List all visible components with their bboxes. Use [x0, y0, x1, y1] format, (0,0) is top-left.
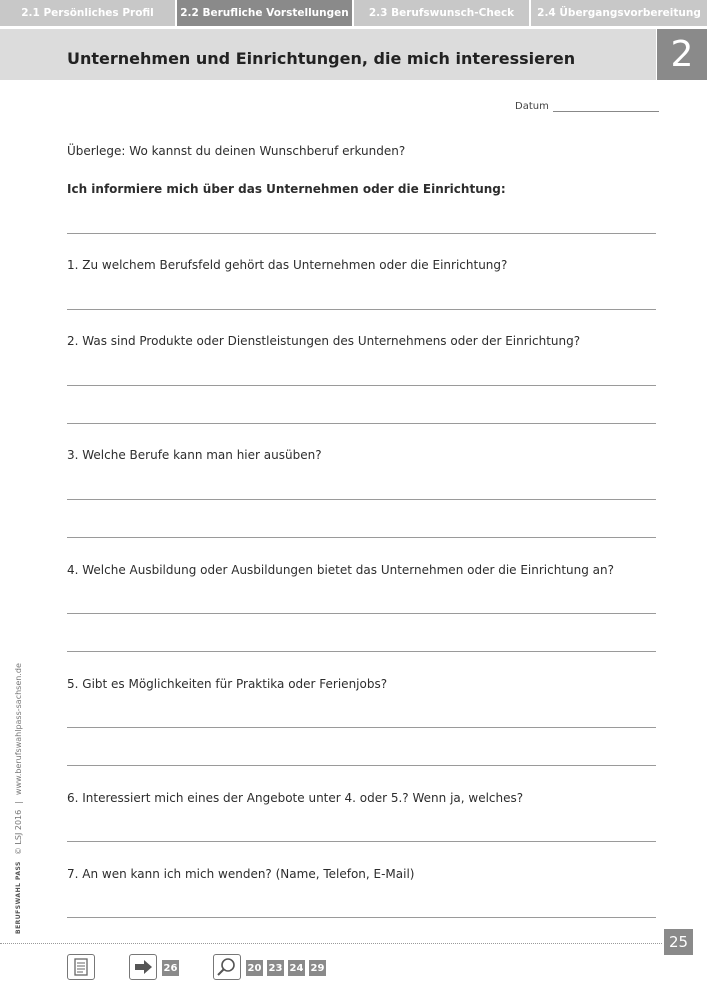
- search-page-ref[interactable]: 23: [267, 960, 284, 976]
- intro-text: Überlege: Wo kannst du deinen Wunschberuf erkunden?: [67, 144, 406, 158]
- subheading: Ich informiere mich über das Unternehmen oder die Einrichtung:: [67, 182, 506, 196]
- chapter-number: 2: [657, 29, 707, 80]
- tab-berufliche-vorstellungen[interactable]: 2.2 Berufliche Vorstellungen: [177, 0, 354, 26]
- question-3: 3. Welche Berufe kann man hier ausüben?: [67, 448, 322, 462]
- question-6: 6. Interessiert mich eines der Angebote unter 4. oder 5.? Wenn ja, welches?: [67, 791, 524, 805]
- answer-line[interactable]: [67, 309, 656, 310]
- page-title: Unternehmen und Einrichtungen, die mich interessieren: [67, 49, 576, 68]
- answer-line[interactable]: [67, 537, 656, 538]
- footer-divider: [0, 943, 662, 944]
- section-tabs: [0, 0, 707, 28]
- document-icon[interactable]: [67, 954, 95, 980]
- page-number: 25: [664, 929, 693, 955]
- answer-line[interactable]: [67, 841, 656, 842]
- answer-line[interactable]: [67, 385, 656, 386]
- search-page-ref[interactable]: 24: [288, 960, 305, 976]
- question-7: 7. An wen kann ich mich wenden? (Name, Telefon, E-Mail): [67, 867, 415, 881]
- search-page-ref[interactable]: 20: [246, 960, 263, 976]
- answer-line[interactable]: [67, 765, 656, 766]
- tab-berufswunsch-check[interactable]: 2.3 Berufswunsch-Check: [354, 0, 531, 26]
- question-2: 2. Was sind Produkte oder Dienstleistungen des Unternehmens oder der Einrichtung?: [67, 334, 581, 348]
- answer-line[interactable]: [67, 423, 656, 424]
- question-4: 4. Welche Ausbildung oder Ausbildungen bietet das Unternehmen oder die Einrichtung an?: [67, 563, 615, 577]
- tab-persoenliches-profil[interactable]: 2.1 Persönliches Profil: [0, 0, 177, 26]
- date-label: Datum: [515, 101, 549, 112]
- answer-line[interactable]: [67, 499, 656, 500]
- answer-line[interactable]: [67, 727, 656, 728]
- copyright: © LSJ 2016: [14, 809, 23, 856]
- tab-uebergangsvorbereitung[interactable]: 2.4 Übergangsvorbereitung: [531, 0, 707, 26]
- date-input-line[interactable]: [553, 100, 659, 112]
- answer-line[interactable]: [67, 233, 656, 234]
- brand-logo: BERUFSWAHL PASS: [15, 861, 22, 934]
- magnifier-icon[interactable]: [213, 954, 241, 980]
- search-page-ref[interactable]: 29: [309, 960, 326, 976]
- arrow-icon[interactable]: [129, 954, 157, 980]
- arrow-page-ref[interactable]: 26: [162, 960, 179, 976]
- answer-line[interactable]: [67, 613, 656, 614]
- answer-line[interactable]: [67, 651, 656, 652]
- answer-line[interactable]: [67, 917, 656, 918]
- date-field: [515, 100, 659, 112]
- sidebar-credit: [14, 663, 34, 934]
- separator: |: [14, 801, 23, 804]
- question-5: 5. Gibt es Möglichkeiten für Praktika oder Ferienjobs?: [67, 677, 388, 691]
- question-1: 1. Zu welchem Berufsfeld gehört das Unternehmen oder die Einrichtung?: [67, 258, 508, 272]
- website-link[interactable]: www.berufswahlpass-sachsen.de: [14, 663, 23, 796]
